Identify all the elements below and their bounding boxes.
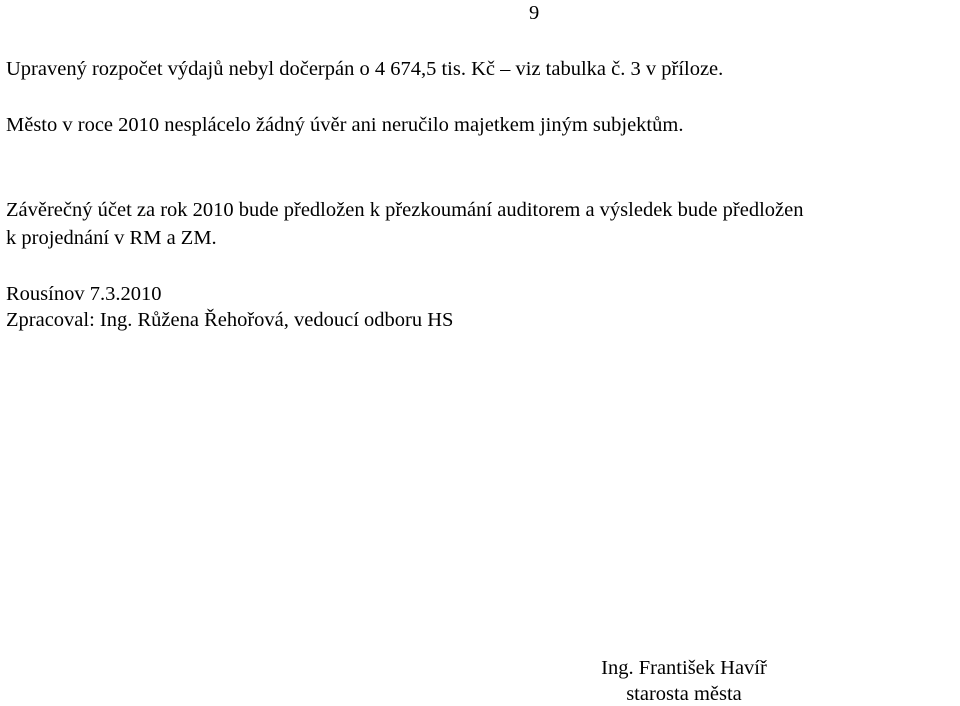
page-number: 9 [529, 2, 540, 24]
signature-name: Ing. František Havíř [601, 657, 767, 679]
paragraph-budget: Upravený rozpočet výdajů nebyl dočerpán o 4 674,5 tis. Kč – viz tabulka č. 3 v příloze. [6, 58, 724, 80]
paragraph-audit-line-2: k projednání v RM a ZM. [6, 227, 217, 249]
place-date: Rousínov 7.3.2010 [6, 283, 162, 305]
prepared-by: Zpracoval: Ing. Růžena Řehořová, vedoucí odboru HS [6, 309, 454, 331]
paragraph-audit-line-1: Závěrečný účet za rok 2010 bude předložen k přezkoumání auditorem a výsledek bude předložen [6, 199, 804, 221]
signature-title: starosta města [626, 683, 742, 705]
paragraph-loans: Město v roce 2010 nesplácelo žádný úvěr ani neručilo majetkem jiným subjektům. [6, 114, 684, 136]
